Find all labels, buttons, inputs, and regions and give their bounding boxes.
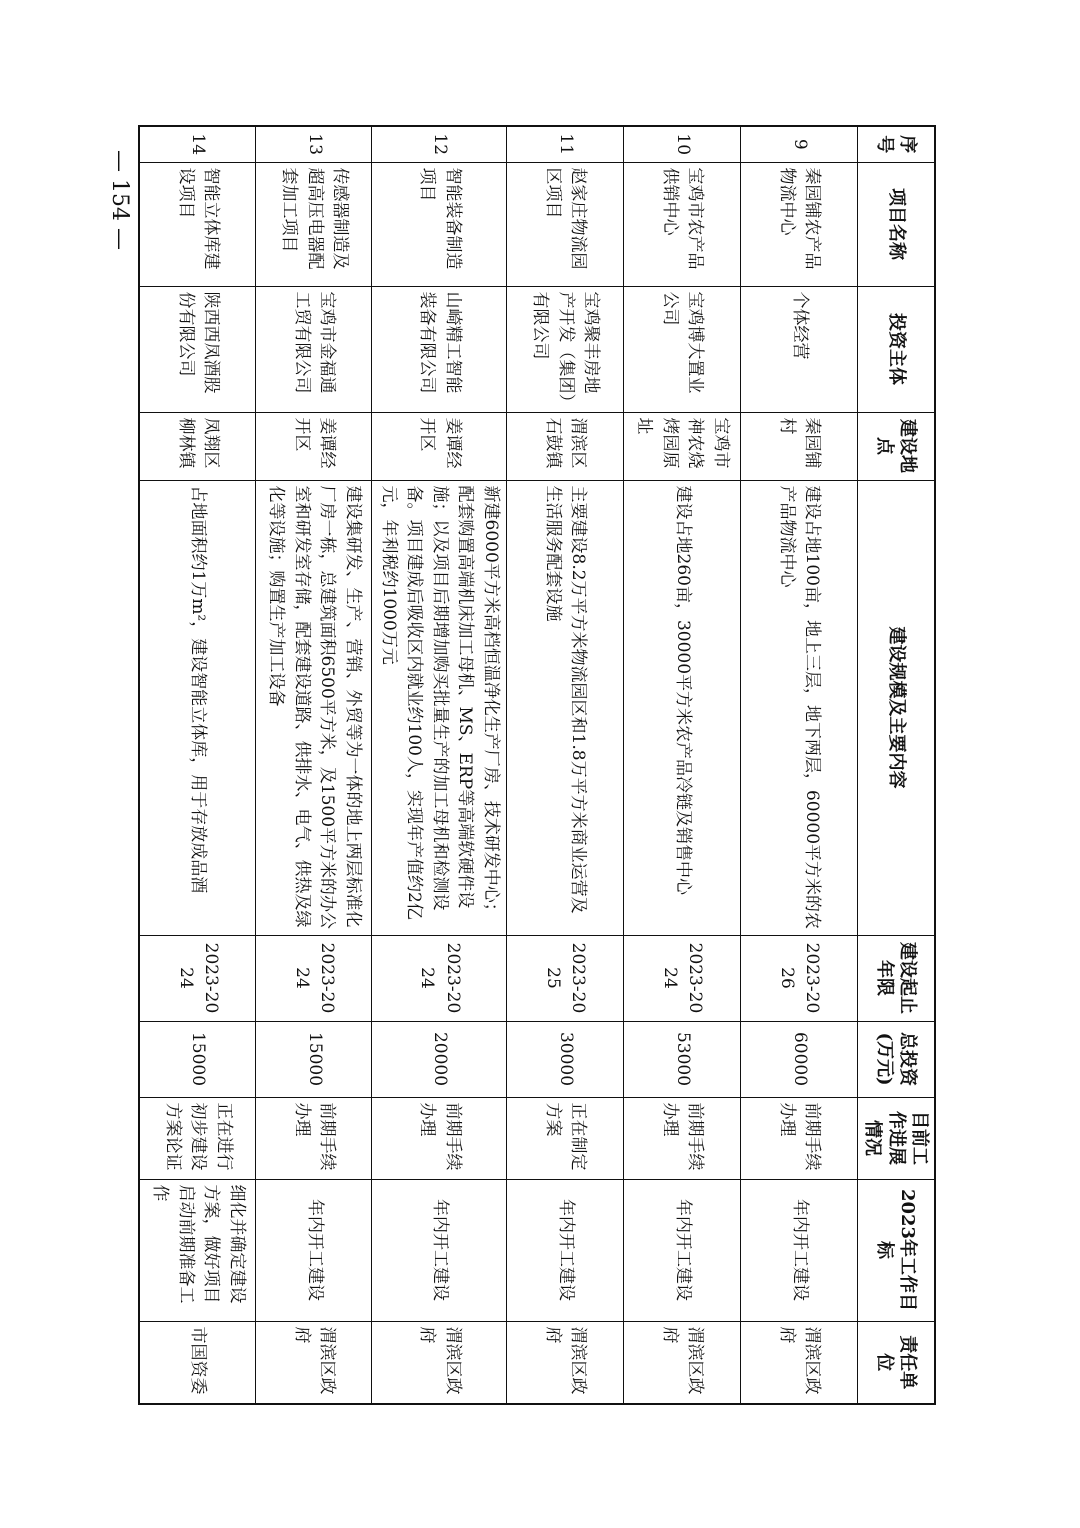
- cell-seq: 11: [506, 126, 623, 162]
- cell-period: 2023-2024: [372, 935, 507, 1021]
- cell-location: 渭滨区石鼓镇: [506, 412, 623, 480]
- table-row: [139, 126, 256, 1404]
- table-header-row: [857, 126, 935, 1404]
- table-row: [740, 126, 857, 1404]
- cell-location: 姜谭经开区: [256, 412, 372, 480]
- cell-investment: 15000: [256, 1021, 372, 1097]
- header-goal: 2023年工作目标: [857, 1179, 935, 1321]
- cell-scale: 占地面积约1万m²，建设智能立体库，用于存放成品酒: [139, 480, 256, 935]
- table-row: [506, 126, 623, 1404]
- cell-seq: 12: [372, 126, 507, 162]
- cell-name: 传感器制造及超高压电器配套加工项目: [256, 162, 372, 286]
- cell-progress: 前期手续办理: [623, 1097, 740, 1179]
- header-investment: 总投资(万元): [857, 1021, 935, 1097]
- cell-unit: 渭滨区政府: [372, 1321, 507, 1404]
- cell-seq: 10: [623, 126, 740, 162]
- cell-scale: 建设占地100亩，地上三层，地下两层，60000平方米的农产品物流中心: [740, 480, 857, 935]
- rotated-table-container: [150, 125, 936, 1403]
- header-scale: 建设规模及主要内容: [857, 480, 935, 935]
- cell-progress: 前期手续办理: [372, 1097, 507, 1179]
- cell-scale: 新建6000平方米高档恒温净化生产厂房、技术研发中心；配套购置高端机床加工母机、MS、ERP等高端软硬件设施；以及项目后期增加购买批量生产的加工母机和检测设备。项目建成后吸收区内就业约100人，实现年产值约2亿元，年利税约1000万元: [372, 480, 507, 935]
- cell-seq: 14: [139, 126, 256, 162]
- cell-unit: 渭滨区政府: [506, 1321, 623, 1404]
- header-unit: 责任单位: [857, 1321, 935, 1404]
- cell-goal: 年内开工建设: [740, 1179, 857, 1321]
- header-progress: 目前工作进展情况: [857, 1097, 935, 1179]
- header-investor: 投资主体: [857, 286, 935, 412]
- cell-investment: 53000: [623, 1021, 740, 1097]
- cell-seq: 13: [256, 126, 372, 162]
- cell-name: 赵家庄物流园区项目: [506, 162, 623, 286]
- header-period: 建设起止年限: [857, 935, 935, 1021]
- cell-investor: 个体经营: [740, 286, 857, 412]
- cell-unit: 渭滨区政府: [740, 1321, 857, 1404]
- cell-progress: 正在进行初步建设方案论证: [139, 1097, 256, 1179]
- cell-location: 宝鸡市神农烧烤园原址: [623, 412, 740, 480]
- cell-period: 2023-2024: [139, 935, 256, 1021]
- cell-name: 秦园铺农产品物流中心: [740, 162, 857, 286]
- cell-unit: 渭滨区政府: [256, 1321, 372, 1404]
- cell-goal: 年内开工建设: [623, 1179, 740, 1321]
- cell-goal: 年内开工建设: [372, 1179, 507, 1321]
- cell-goal: 年内开工建设: [506, 1179, 623, 1321]
- cell-location: 姜谭经开区: [372, 412, 507, 480]
- cell-name: 宝鸡市农产品供销中心: [623, 162, 740, 286]
- cell-period: 2023-2024: [623, 935, 740, 1021]
- table-row: [256, 126, 372, 1404]
- cell-goal: 细化并确定建设方案，做好项目启动前期准备工作: [139, 1179, 256, 1321]
- cell-investment: 20000: [372, 1021, 507, 1097]
- table-row: [623, 126, 740, 1404]
- table-row: [372, 126, 507, 1404]
- cell-period: 2023-2026: [740, 935, 857, 1021]
- cell-scale: 主要建设8.2万平方米物流园区和1.8万平方米商业运营及生活服务配套设施: [506, 480, 623, 935]
- header-seq: 序号: [857, 126, 935, 162]
- cell-progress: 正在制定方案: [506, 1097, 623, 1179]
- cell-investment: 30000: [506, 1021, 623, 1097]
- cell-location: 秦园铺村: [740, 412, 857, 480]
- cell-period: 2023-2024: [256, 935, 372, 1021]
- cell-goal: 年内开工建设: [256, 1179, 372, 1321]
- cell-investor: 宝鸡博大置业公司: [623, 286, 740, 412]
- cell-location: 凤翔区柳林镇: [139, 412, 256, 480]
- cell-period: 2023-2025: [506, 935, 623, 1021]
- cell-investment: 15000: [139, 1021, 256, 1097]
- cell-progress: 前期手续办理: [740, 1097, 857, 1179]
- cell-investor: 宝鸡市金福通工贸有限公司: [256, 286, 372, 412]
- project-table: [138, 125, 936, 1405]
- cell-name: 智能立体库建设项目: [139, 162, 256, 286]
- cell-investor: 山崎精工智能装备有限公司: [372, 286, 507, 412]
- header-location: 建设地点: [857, 412, 935, 480]
- cell-name: 智能装备制造项目: [372, 162, 507, 286]
- cell-investment: 60000: [740, 1021, 857, 1097]
- header-name: 项目名称: [857, 162, 935, 286]
- page-number: — 154 —: [107, 150, 132, 250]
- cell-unit: 渭滨区政府: [623, 1321, 740, 1404]
- cell-investor: 宝鸡聚丰房地产开发（集团）有限公司: [506, 286, 623, 412]
- cell-seq: 9: [740, 126, 857, 162]
- cell-investor: 陕西西凤酒股份有限公司: [139, 286, 256, 412]
- cell-scale: 建设集研发、生产、营销、外贸等为一体的地上两层标准化厂房一栋，总建筑面积6500平方米，及1500平方米的办公室和研发室存储，配套建设道路、供排水、电气、供热及绿化等设施；购置生产加工设备: [256, 480, 372, 935]
- cell-unit: 市国资委: [139, 1321, 256, 1404]
- cell-progress: 前期手续办理: [256, 1097, 372, 1179]
- cell-scale: 建设占地260亩，30000平方米农产品冷链及销售中心: [623, 480, 740, 935]
